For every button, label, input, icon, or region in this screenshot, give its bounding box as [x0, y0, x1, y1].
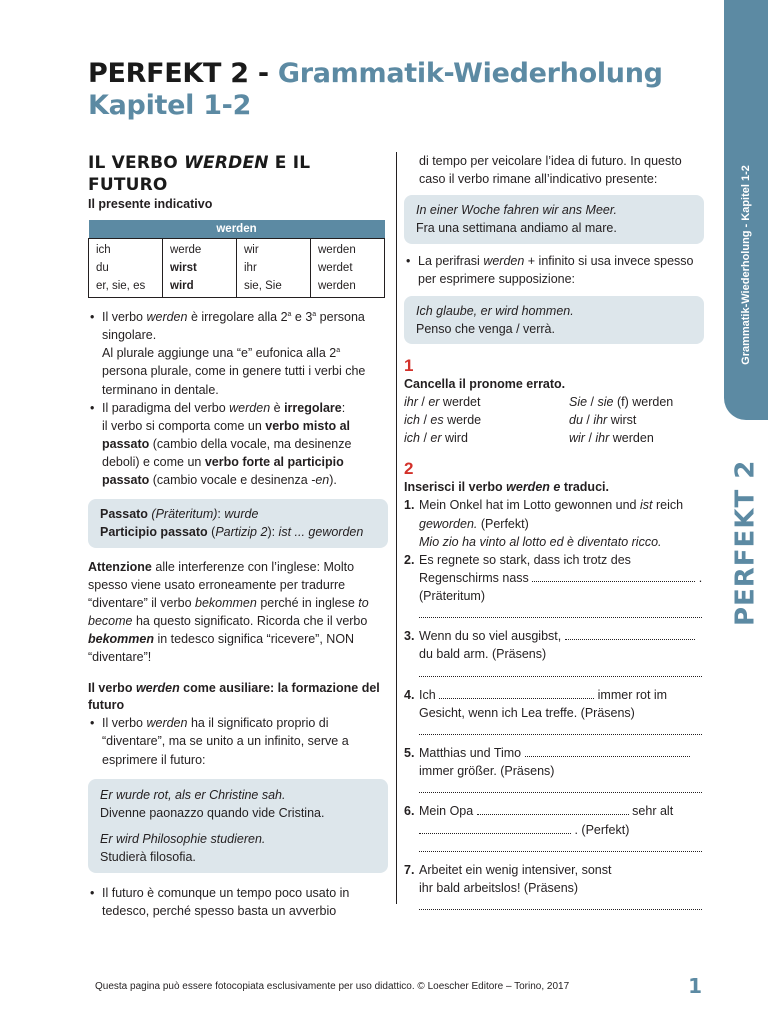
- text: traduci.: [560, 480, 609, 495]
- item-number: 1.: [404, 498, 415, 513]
- text: (Präteritum): [419, 589, 485, 603]
- futuro-examples-box: [88, 779, 388, 874]
- bullet-list: [88, 714, 388, 768]
- text[interactable]: sie: [597, 395, 614, 409]
- text: (cambio vocale e desinenza: [149, 473, 312, 488]
- subheading-presente: Il presente indicativo: [88, 197, 213, 211]
- text: werden: [229, 400, 271, 415]
- table-cell: werden: [318, 280, 356, 292]
- text: /: [419, 431, 431, 446]
- text: sehr alt: [632, 804, 674, 819]
- answer-line-wrap: [404, 664, 704, 682]
- text: .: [698, 570, 703, 585]
- exercise-1: [404, 356, 704, 447]
- pronoun-item[interactable]: [554, 429, 704, 447]
- left-column: [88, 152, 388, 920]
- exercise-number: 1: [404, 356, 414, 375]
- text: a: [287, 310, 292, 318]
- pronoun-item[interactable]: [554, 411, 704, 429]
- text[interactable]: er: [428, 395, 440, 409]
- text: bekommen: [88, 632, 154, 646]
- text: Participio passato: [100, 525, 208, 540]
- text: + infinito si usa invece spesso per esprimere supposizione:: [418, 253, 694, 286]
- item-number: 2.: [404, 552, 415, 567]
- answer-blank[interactable]: [477, 802, 629, 815]
- text[interactable]: Sie: [569, 395, 588, 409]
- text: Ich: [419, 687, 436, 702]
- text: geworden.: [419, 516, 478, 531]
- text: /: [582, 413, 594, 428]
- text: Er wird Philosophie studieren.: [100, 831, 266, 846]
- text: /: [419, 413, 431, 428]
- text: La perifrasi: [418, 253, 484, 268]
- table-cell: werden: [318, 244, 356, 256]
- example-it: Fra una settimana andiamo al mare.: [416, 221, 617, 236]
- exercise-title: [404, 479, 704, 496]
- pronoun-item[interactable]: [404, 429, 554, 447]
- text[interactable]: ich: [404, 431, 420, 446]
- text: (f) werden: [613, 395, 674, 409]
- text: è irregolare alla 2: [187, 310, 288, 324]
- text: wirst: [607, 413, 637, 428]
- text: werden: [483, 253, 525, 268]
- conjugation-table: [88, 220, 385, 298]
- text: wurde: [224, 507, 259, 522]
- pronoun-item[interactable]: [404, 393, 554, 411]
- text: Partizip 2: [215, 525, 268, 540]
- text: Il verbo: [102, 310, 147, 324]
- item-number: 4.: [404, 687, 415, 702]
- text: werden: [506, 480, 550, 495]
- table-cell: ich: [96, 244, 111, 256]
- text: a: [312, 310, 317, 318]
- text: In einer Woche fahren wir ans Meer.: [416, 203, 618, 218]
- text[interactable]: er: [430, 431, 442, 446]
- exercise-item-6: [404, 802, 704, 838]
- box-line: [100, 523, 376, 541]
- text: Matthias und Timo: [419, 746, 522, 760]
- text: e 3: [291, 310, 313, 324]
- answer-line[interactable]: [419, 839, 702, 852]
- answer-blank[interactable]: [419, 821, 571, 834]
- text: to become: [88, 595, 369, 628]
- pronoun-item[interactable]: [554, 393, 704, 411]
- table-cell: werdet: [318, 262, 353, 274]
- answer-blank[interactable]: [565, 627, 695, 640]
- text: /: [584, 431, 596, 446]
- text: Al plurale aggiunge una “e” eufonica alla 2: [102, 346, 337, 361]
- text: persona plurale, come in genere tutti i verbi che terminano in dentale.: [102, 364, 366, 397]
- presente-example-box: [404, 195, 704, 243]
- table-cell: werde: [170, 244, 202, 256]
- supposizione-example-box: [404, 296, 704, 344]
- text[interactable]: du: [569, 413, 583, 428]
- text: ist ... geworden: [278, 525, 364, 540]
- table-cell: wir: [244, 244, 259, 256]
- pronoun-pairs: [404, 393, 704, 447]
- text: werden: [135, 681, 180, 696]
- text: reich: [652, 498, 684, 513]
- page-title: [88, 58, 708, 122]
- example-de: [416, 302, 692, 320]
- footer-copyright: Questa pagina può essere fotocopiata esclusivamente per uso didattico. © Loescher Editore – Torino, 2017: [95, 981, 570, 992]
- text: werden: [146, 716, 188, 731]
- table-cell: er, sie, es: [96, 280, 146, 292]
- right-column: [404, 152, 704, 915]
- text: bekommen: [195, 595, 257, 610]
- answer-line-wrap: [404, 839, 704, 857]
- text: come ausiliare: la formazione del futuro: [88, 681, 380, 713]
- bullet-perifrasi: [404, 252, 704, 288]
- item-number: 7.: [404, 862, 415, 877]
- text: (Perfekt): [477, 516, 529, 531]
- side-chapter-label-wrap: [728, 458, 764, 628]
- text: immer größer. (Präsens): [419, 764, 555, 779]
- title-dash: -: [257, 58, 269, 89]
- exercise-items: [404, 496, 704, 915]
- answer-line-wrap: [404, 605, 704, 623]
- table-col-pronouns: [89, 239, 163, 298]
- page-number: 1: [688, 974, 702, 998]
- heading-part: IL VERBO: [88, 153, 185, 173]
- text: persona singolare.: [102, 310, 365, 343]
- text: Il verbo: [88, 681, 136, 696]
- text: :: [341, 400, 346, 415]
- text: verbo misto al passato: [102, 418, 351, 451]
- answer-line-wrap: [404, 897, 704, 915]
- text: . (Perfekt): [574, 822, 630, 837]
- text[interactable]: ich: [404, 413, 420, 428]
- exercise-item-7: [404, 861, 704, 897]
- table-cell: wirst: [170, 262, 197, 274]
- attenzione-paragraph: [88, 558, 388, 667]
- text: il verbo si comporta come un: [102, 418, 266, 433]
- exercise-item-4: [404, 686, 704, 722]
- table-col-pronouns-plural: [237, 239, 311, 298]
- item-number: 6.: [404, 804, 415, 819]
- exercise-number: 2: [404, 459, 414, 479]
- text: ha questo significato. Ricorda che il verbo: [132, 613, 368, 628]
- text: perché in inglese: [256, 595, 359, 610]
- title-perfekt: PERFEKT 2: [88, 58, 249, 89]
- continued-paragraph: di tempo per veicolare l’idea di futuro. In questo caso il verbo rimane all’indicativo presente:: [419, 154, 682, 187]
- exercise-item-3: [404, 627, 704, 663]
- item-number: 3.: [404, 629, 415, 644]
- subheading-ausiliare: [88, 680, 388, 714]
- text: ).: [329, 473, 337, 488]
- text: Attenzione: [88, 559, 152, 574]
- item-number: 5.: [404, 746, 415, 760]
- example-it: Penso che venga / verrà.: [416, 321, 555, 336]
- table-cell: sie, Sie: [244, 280, 282, 292]
- text[interactable]: wir: [569, 431, 585, 446]
- text: Gesicht, wenn ich Lea treffe. (Präsens): [419, 705, 635, 720]
- text: -en: [311, 473, 330, 488]
- title-grammatik: Grammatik-Wiederholung: [277, 58, 663, 89]
- text: /: [417, 395, 429, 409]
- exercise-item-1: [404, 496, 704, 550]
- example-it: Studierà filosofia.: [100, 850, 196, 864]
- answer-line-wrap: [404, 780, 704, 798]
- table-header: werden: [89, 220, 385, 239]
- text: ):: [267, 525, 279, 540]
- bullet-futuro: [88, 714, 388, 768]
- column-divider: [396, 152, 397, 904]
- text: in tedesco significa “ricevere”, NON “diventare”!: [88, 632, 355, 665]
- table-cell: wird: [170, 280, 194, 292]
- bullet-irregolare: [88, 308, 388, 399]
- heading-werden: WERDEN: [184, 153, 269, 173]
- text[interactable]: ihr: [595, 431, 610, 446]
- text: werde: [443, 413, 482, 428]
- exercise-2: [404, 459, 704, 915]
- text: :: [217, 507, 225, 522]
- table-col-singular: [163, 239, 237, 298]
- table-cell: du: [96, 262, 109, 274]
- exercise-item-2: [404, 551, 704, 605]
- example-it: Divenne paonazzo quando vide Cristina.: [100, 805, 325, 820]
- heading-part: E IL FUTURO: [88, 153, 311, 195]
- text[interactable]: ihr: [404, 395, 418, 409]
- example-de: [416, 201, 692, 219]
- answer-line[interactable]: [419, 722, 702, 735]
- text[interactable]: ihr: [593, 413, 608, 428]
- answer-line[interactable]: [419, 664, 702, 677]
- answer-line[interactable]: [419, 780, 702, 793]
- example-de: [100, 786, 376, 804]
- side-tab-label-wrap: [732, 140, 762, 390]
- text: (: [207, 525, 216, 540]
- bullet-list: [88, 884, 388, 920]
- text: e: [549, 480, 561, 495]
- text: Es regnete so stark, dass ich trotz des Regenschirms nass: [419, 552, 631, 585]
- answer-blank[interactable]: [525, 744, 690, 757]
- text: Ich glaube, er wird hommen.: [416, 303, 574, 318]
- answer-blank[interactable]: [532, 569, 695, 582]
- text: ha il significato proprio di “diventare”, ma se unito a un infinito, serve a esprimere il futuro:: [102, 716, 349, 767]
- title-kapitel: Kapitel 1-2: [88, 90, 252, 121]
- bullet-list: [404, 252, 704, 288]
- side-tab-label: Grammatik-Wiederholung - Kapitel 1-2: [740, 165, 753, 365]
- table-cell: ihr: [244, 262, 257, 274]
- text: Mio zio ha vinto al lotto ed è diventato ricco.: [419, 534, 662, 549]
- passato-box: [88, 499, 388, 547]
- text: Il verbo: [102, 716, 147, 731]
- answer-line[interactable]: [419, 897, 702, 910]
- text: ihr bald arbeitslos! (Präsens): [419, 880, 579, 895]
- text: Inserisci il verbo: [404, 480, 507, 495]
- section-heading: [88, 152, 388, 196]
- bullet-list: [88, 308, 388, 489]
- text: a: [336, 347, 341, 355]
- text: werdet: [439, 395, 481, 409]
- text[interactable]: es: [430, 413, 444, 428]
- bullet-futuro-poco-usato: • Il futuro è comunque un tempo poco usato in tedesco, perché spesso basta un avverbio: [88, 884, 388, 920]
- title-line-1: [88, 58, 708, 90]
- text: verbo forte al participio passato: [102, 455, 344, 488]
- text: (Präteritum): [147, 507, 218, 522]
- box-line: [100, 505, 376, 523]
- text: ist: [639, 498, 653, 513]
- text: du bald arm. (Präsens): [419, 647, 547, 662]
- table-col-plural: [311, 239, 385, 298]
- answer-line[interactable]: [419, 605, 702, 618]
- text: Il paradigma del verbo: [102, 400, 230, 415]
- text: irregolare: [284, 400, 342, 415]
- text: Passato: [100, 507, 148, 522]
- text: immer rot im: [597, 687, 668, 702]
- answer-blank[interactable]: [439, 686, 594, 699]
- text: /: [587, 395, 598, 409]
- example-de: [100, 830, 376, 848]
- answer-line-wrap: [404, 722, 704, 740]
- text: Mein Onkel hat im Lotto gewonnen und: [419, 498, 640, 513]
- text: wird: [441, 431, 468, 446]
- text: Arbeitet ein wenig intensiver, sonst: [419, 862, 612, 877]
- text: werden: [146, 310, 188, 324]
- text: Wenn du so viel ausgibst,: [419, 629, 562, 644]
- text: alle interferenze con l’inglese: Molto spesso viene usato erroneamente per tradurre “diventare” il verbo: [88, 559, 355, 610]
- pronoun-item[interactable]: [404, 411, 554, 429]
- exercise-item-5: [404, 744, 704, 780]
- side-chapter-label: PERFEKT 2: [730, 459, 761, 627]
- text: werden: [609, 431, 654, 446]
- side-tab: [724, 0, 768, 420]
- text: (cambio della vocale, ma desinenze deboli) e come un: [102, 436, 352, 469]
- text: è: [270, 400, 285, 415]
- exercise-title: Cancella il pronome errato.: [404, 377, 566, 391]
- text: Mein Opa: [419, 804, 474, 819]
- bullet-paradigma: [88, 399, 388, 490]
- text: Er wurde rot, als er Christine sah.: [100, 787, 286, 802]
